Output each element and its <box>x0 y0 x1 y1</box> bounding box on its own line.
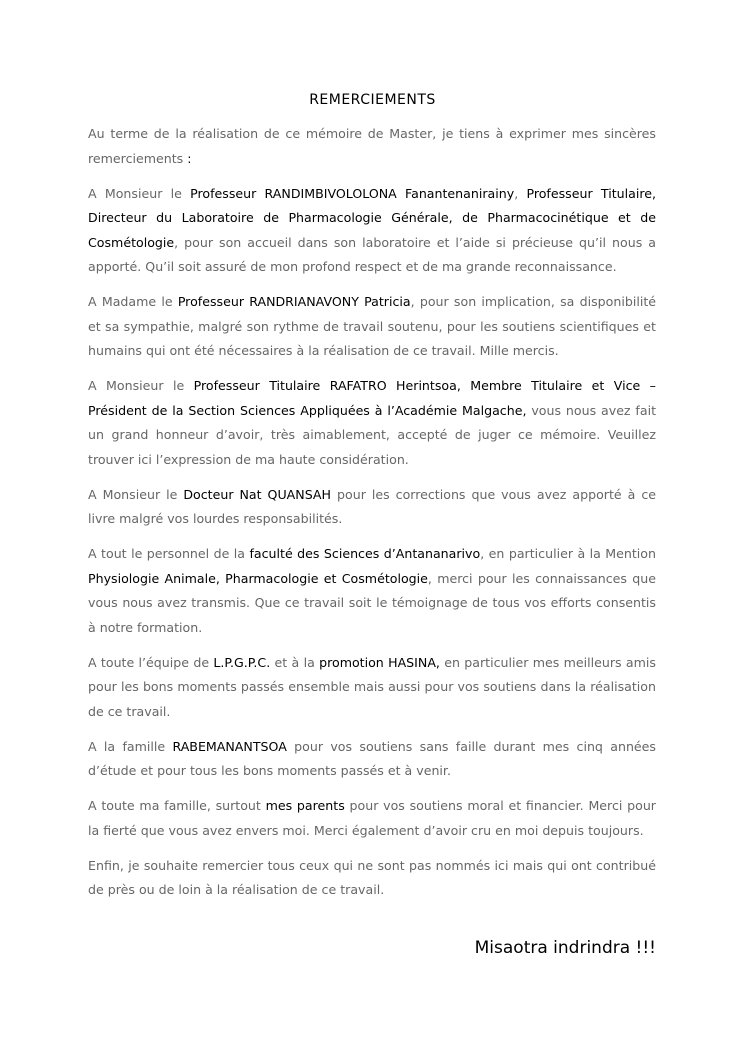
acknowledgement-paragraph <box>88 374 656 472</box>
paragraph-text: A Monsieur le <box>88 378 194 393</box>
highlighted-name: promotion HASINA, <box>319 654 440 670</box>
paragraph-text: Enfin, je souhaite remercier tous ceux qui ne sont pas nommés ici mais qui ont contribué de près ou de loin à la réalisation de ce travail. <box>88 857 656 897</box>
paragraph-text: A Madame le <box>88 294 178 309</box>
paragraph-text: , merci pour les connaissances que vous nous avez transmis. Que ce travail soit le témoignage de tous vos efforts consentis à notre formation. <box>88 570 656 635</box>
highlighted-name: Professeur Titulaire RAFATRO Herintsoa, Membre Titulaire et Vice – Président de la Section Sciences Appliquées à l’Académie Malgache, <box>88 378 656 418</box>
acknowledgement-paragraph <box>88 735 656 784</box>
paragraph-text: , pour son accueil dans son laboratoire et l’aide si précieuse qu’il nous a apporté. Qu’il soit assuré de mon profond respect et de ma grande reconnaissance. <box>88 234 656 274</box>
closing-phrase: Misaotra indrindra !!! <box>474 938 656 958</box>
acknowledgement-paragraph <box>88 290 656 364</box>
highlighted-name: Physiologie Animale, Pharmacologie et Cosmétologie <box>88 570 428 586</box>
acknowledgement-paragraph <box>88 483 656 532</box>
acknowledgement-paragraph <box>88 854 656 903</box>
intro-paragraph <box>88 122 656 171</box>
paragraph-text: , pour son implication, sa disponibilité et sa sympathie, malgré son rythme de travail soutenu, pour les soutiens scientifiques et humains qui ont été nécessaires à la réalisation de ce travail. Mille mercis. <box>88 294 657 358</box>
paragraph-text: , en particulier à la Mention <box>480 546 656 561</box>
highlighted-name: Professeur RANDIMBIVOLOLONA Fanantenanirainy <box>190 185 515 201</box>
paragraph-text: A Monsieur le <box>88 185 191 201</box>
paragraph-text: A tout le personnel de la <box>88 546 250 561</box>
paragraph-text: , <box>514 185 527 201</box>
acknowledgement-paragraph <box>88 651 656 725</box>
paragraph-text: A toute l’équipe de <box>88 654 214 670</box>
paragraph-text: vous nous avez fait un grand honneur d’avoir, très aimablement, accepté de juger ce mémoire. Veuillez trouver ici l’expression de ma haute considération. <box>88 402 657 467</box>
paragraph-text: et à la <box>270 654 320 670</box>
paragraph-text: pour vos soutiens moral et financier. Merci pour la fierté que vous avez envers moi. Merci également d’avoir cru en moi depuis toujours. <box>88 798 656 838</box>
paragraph-text: A toute ma famille, surtout <box>88 798 266 813</box>
acknowledgement-paragraph <box>88 542 656 640</box>
acknowledgements-body <box>88 122 656 913</box>
highlighted-name: L.P.G.P.C. <box>213 654 271 670</box>
acknowledgement-paragraph <box>88 794 656 843</box>
paragraph-text: A Monsieur le <box>88 486 184 502</box>
acknowledgement-paragraph <box>88 182 656 280</box>
highlighted-name: Professeur Titulaire, Directeur du Laboratoire de Pharmacologie Générale, de Pharmacocinétique et de Cosmétologie <box>88 185 656 250</box>
highlighted-name: Professeur RANDRIANAVONY Patricia <box>177 294 411 309</box>
intro-colon: : <box>183 150 192 166</box>
highlighted-name: RABEMANANTSOA <box>172 738 287 754</box>
paragraph-text: pour vos soutiens sans faille durant mes cinq années d’étude et pour tous les bons moments passés et à venir. <box>88 738 656 778</box>
paragraph-text: en particulier mes meilleurs amis pour les bons moments passés ensemble mais aussi pour vos soutiens dans la réalisation de ce travail. <box>88 654 656 719</box>
page-title: REMERCIEMENTS <box>309 92 436 108</box>
intro-text: Au terme de la réalisation de ce mémoire de Master, je tiens à exprimer mes sincères remerciements <box>88 126 656 166</box>
highlighted-name: mes parents <box>265 798 345 813</box>
paragraph-text: pour les corrections que vous avez apporté à ce livre malgré vos lourdes responsabilités. <box>88 486 656 526</box>
highlighted-name: Docteur Nat QUANSAH <box>183 486 332 502</box>
highlighted-name: faculté des Sciences d’Antananarivo <box>249 546 481 561</box>
paragraph-text: A la famille <box>88 738 173 754</box>
